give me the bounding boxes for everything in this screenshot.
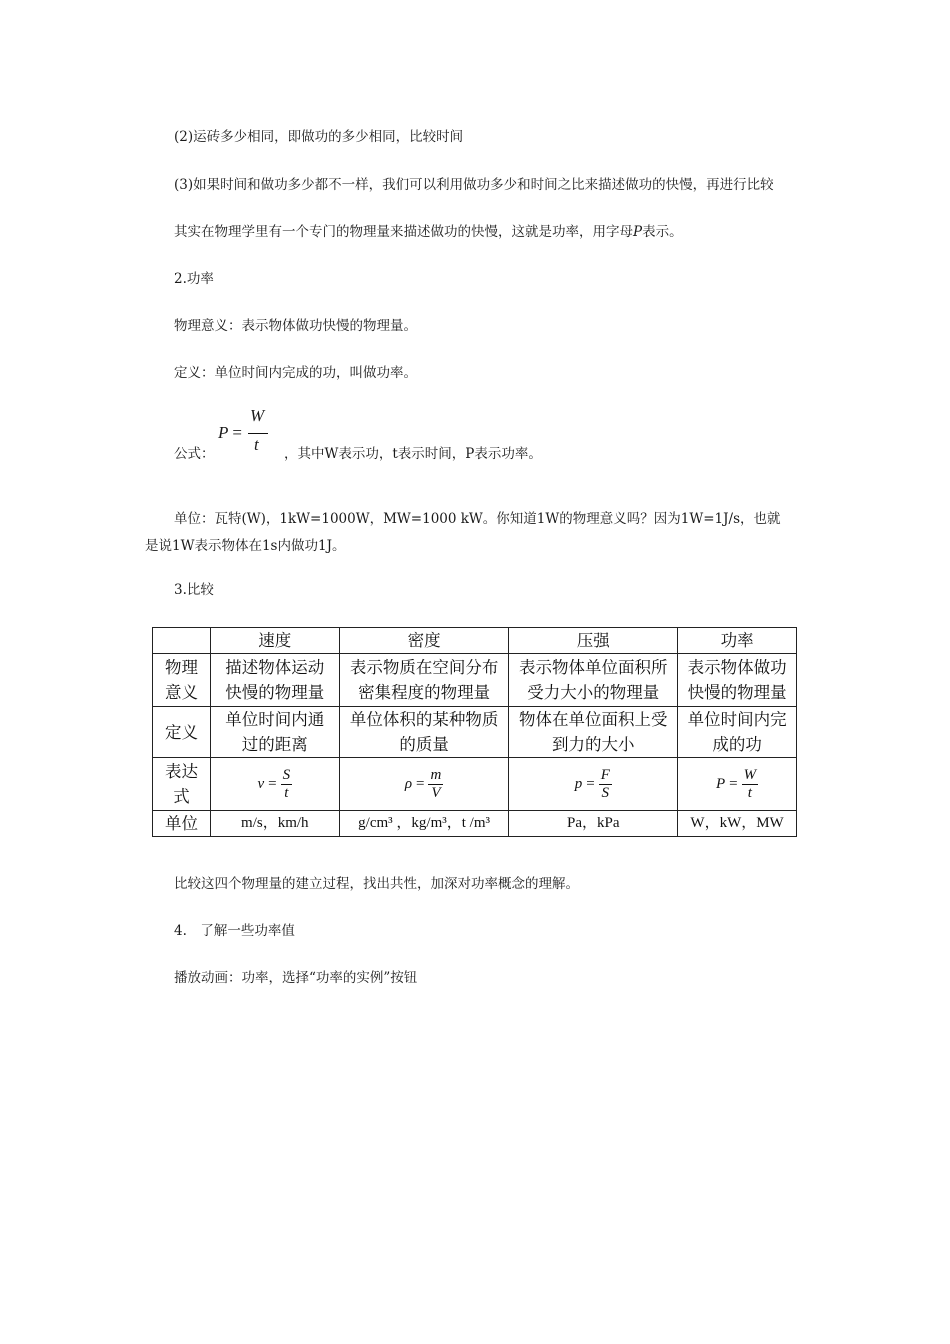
power-formula: [174, 408, 694, 468]
comparison-table: [152, 627, 797, 837]
header-density: 密度: [339, 628, 509, 654]
table-cell: 表示物质在空间分布 密集程度的物理量: [339, 654, 509, 707]
table-cell: m/s，km/h: [210, 811, 339, 837]
table-cell: 单位时间内完 成的功: [678, 707, 797, 758]
paragraph-case-3: (3)如果时间和做功多少都不一样，我们可以利用做功多少和时间之比来描述做功的快慢，再进行比较: [174, 177, 774, 193]
physical-meaning: 物理意义：表示物体做功快慢的物理量。: [174, 318, 417, 334]
row-label-unit: 单位: [153, 811, 211, 837]
intro-text: 其实在物理学里有一个专门的物理量来描述做功的快慢，这就是功率，用字母: [174, 224, 633, 240]
table-cell: Pa，kPa: [509, 811, 678, 837]
table-header-row: [153, 628, 797, 654]
intro-tail: 表示。: [642, 224, 683, 240]
paragraph-power-intro: [174, 222, 683, 242]
section-heading-4: 4. 了解一些功率值: [174, 923, 295, 939]
row-label-definition: 定义: [153, 707, 211, 758]
header-power: 功率: [678, 628, 797, 654]
paragraph-case-2: (2)运砖多少相同，即做功的多少相同，比较时间: [174, 129, 464, 145]
table-cell: 单位时间内通 过的距离: [210, 707, 339, 758]
table-cell: 描述物体运动 快慢的物理量: [210, 654, 339, 707]
row-label-meaning: 物理 意义: [153, 654, 211, 707]
formula-cell-density: ρ = $\frac{m}{V}$: [339, 758, 509, 811]
table-row: [153, 707, 797, 758]
summary-paragraph: 比较这四个物理量的建立过程，找出共性，加深对功率概念的理解。: [174, 876, 579, 892]
header-speed: 速度: [210, 628, 339, 654]
table-cell: 表示物体单位面积所 受力大小的物理量: [509, 654, 678, 707]
header-empty: [153, 628, 211, 654]
formula-label: 公式：: [174, 446, 215, 462]
section-heading-2: 2.功率: [174, 271, 214, 287]
formula-denominator: t: [254, 435, 259, 454]
formula-cell-speed: v = $\frac{S}{t}$: [210, 758, 339, 811]
table-cell: W，kW，MW: [678, 811, 797, 837]
table-cell: 物体在单位面积上受 到力的大小: [509, 707, 678, 758]
fraction-bar: [248, 433, 268, 434]
row-label-expression: 表达 式: [153, 758, 211, 811]
formula-lhs: P =: [218, 423, 242, 442]
formula-cell-pressure: p = $\frac{F}{S}$: [509, 758, 678, 811]
animation-instruction: 播放动画：功率，选择“功率的实例”按钮: [174, 970, 418, 986]
table-cell: 表示物体做功 快慢的物理量: [678, 654, 797, 707]
formula-numerator: W: [250, 406, 265, 425]
formula-cell-power: P = $\frac{W}{t}$: [678, 758, 797, 811]
definition: 定义：单位时间内完成的功，叫做功率。: [174, 365, 417, 381]
section-heading-3: 3.比较: [174, 582, 214, 598]
unit-paragraph: 单位：瓦特(W)，1kW=1000W，MW=1000 kW。你知道1W的物理意义吗？因为1W=1J/s，也就是说1W表示物体在1s内做功1J。: [145, 511, 781, 554]
table-row: [153, 654, 797, 707]
table-cell: g/cm³ ，kg/m³，t /m³: [339, 811, 509, 837]
table-cell: 单位体积的某种物质 的质量: [339, 707, 509, 758]
table-row: [153, 811, 797, 837]
formula-explanation: ，其中W表示功，t表示时间，P表示功率。: [284, 446, 542, 462]
table-row: [153, 758, 797, 811]
header-pressure: 压强: [509, 628, 678, 654]
intro-variable: P: [633, 224, 643, 240]
formula-fraction: [218, 408, 288, 464]
